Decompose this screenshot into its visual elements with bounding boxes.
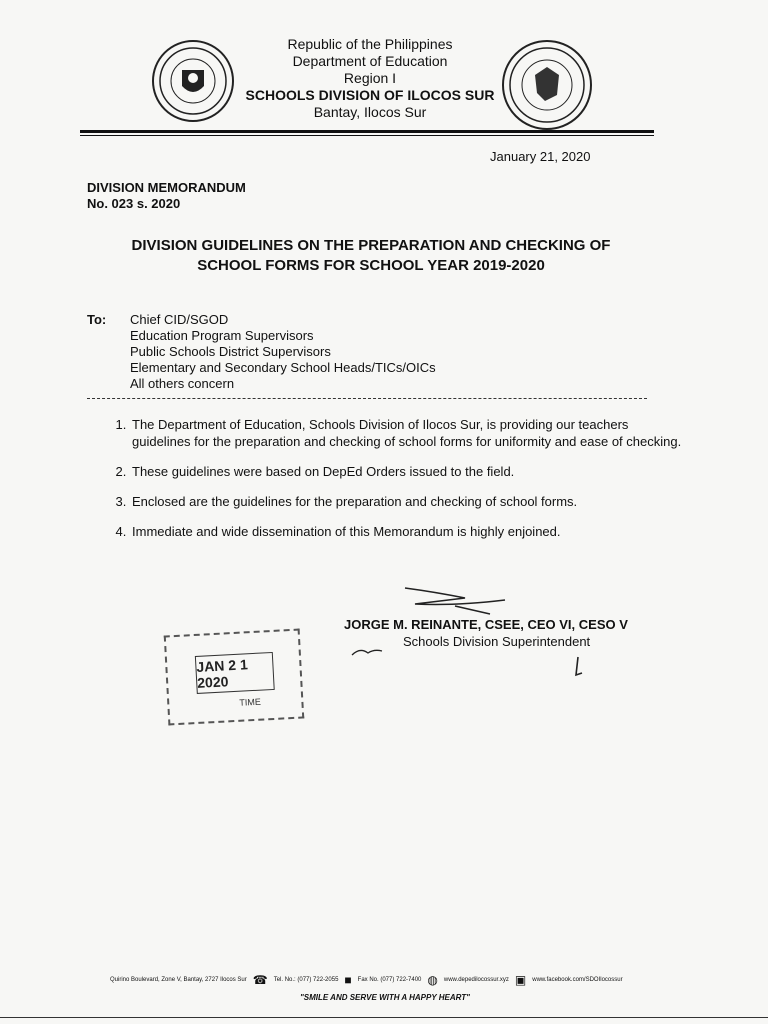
footer-fax: Fax No. (077) 722-7400: [357, 977, 422, 983]
letterhead-line-5: Bantay, Ilocos Sur: [313, 104, 427, 120]
globe-icon: ◍: [427, 973, 438, 987]
footer-contact: [110, 973, 640, 987]
phone-icon: ☎: [252, 973, 268, 987]
initials-mark-icon: [350, 645, 384, 659]
recipient-item: Public Schools District Supervisors: [130, 344, 331, 359]
memo-type: DIVISION MEMORANDUM: [87, 180, 246, 195]
fax-icon: ■: [344, 973, 352, 987]
deped-seal-icon: [158, 46, 228, 116]
stamp-date: JAN 2 1 2020: [195, 652, 275, 694]
footer-website: www.depedilocossur.xyz: [443, 977, 509, 983]
recipient-item: Chief CID/SGOD: [130, 312, 229, 327]
to-label: To:: [87, 312, 107, 327]
footer-rule: [0, 1017, 768, 1018]
letterhead-line-4: SCHOOLS DIVISION OF ILOCOS SUR: [245, 87, 495, 103]
header-rule-thick: [80, 130, 654, 133]
memo-body: [88, 416, 690, 553]
memo-number: No. 023 s. 2020: [87, 196, 181, 211]
facebook-icon: ▣: [514, 973, 527, 987]
division-seal-logo: [502, 40, 592, 130]
recipient-item: Elementary and Secondary School Heads/TICs/OICs: [130, 360, 436, 375]
header-rule-thin: [80, 135, 654, 136]
recipient-list: [130, 312, 436, 392]
memo-subject: [80, 236, 662, 276]
letterhead: [230, 36, 510, 121]
recipient-item: Education Program Supervisors: [130, 328, 314, 343]
letterhead-line-2: Department of Education: [292, 53, 448, 69]
signature-scribble-icon: [395, 580, 515, 620]
letterhead-line-1: Republic of the Philippines: [287, 36, 453, 52]
recipient-divider: [87, 398, 647, 399]
recipient-item: All others concern: [130, 376, 235, 391]
footer-tel: Tel. No.: (077) 722-2055: [273, 977, 339, 983]
memo-date: January 21, 2020: [490, 149, 591, 164]
footer-address: Quirino Boulevard, Zone V, Bantay, 2727 Ilocos Sur: [110, 977, 247, 983]
body-paragraph-4: 4. Immediate and wide dissemination of this Memorandum is highly enjoined.: [130, 523, 690, 540]
check-mark-icon: [570, 655, 586, 679]
division-seal-icon: [507, 45, 587, 125]
received-stamp: [164, 629, 305, 726]
body-paragraph-1: 1. The Department of Education, Schools Division of Ilocos Sur, is providing our teachers guidelines for the preparation and checking of school forms for uniformity and ease of checking.: [130, 416, 690, 450]
stamp-time-label: TIME: [239, 696, 262, 708]
letterhead-line-3: Region I: [343, 70, 397, 86]
signatory-name: JORGE M. REINANTE, CSEE, CEO VI, CESO V: [344, 617, 628, 632]
subject-line-2: SCHOOL FORMS FOR SCHOOL YEAR 2019-2020: [197, 257, 545, 274]
signatory-title: Schools Division Superintendent: [403, 634, 591, 649]
footer-tagline: "SMILE AND SERVE WITH A HAPPY HEART": [300, 993, 470, 1002]
subject-line-1: DIVISION GUIDELINES ON THE PREPARATION AND CHECKING OF: [131, 237, 611, 254]
body-paragraph-3: 3. Enclosed are the guidelines for the preparation and checking of school forms.: [130, 493, 690, 510]
deped-seal-logo: [152, 40, 234, 122]
body-paragraph-2: 2. These guidelines were based on DepEd Orders issued to the field.: [130, 463, 690, 480]
footer-facebook: www.facebook.com/SDOIlocossur: [532, 977, 623, 983]
